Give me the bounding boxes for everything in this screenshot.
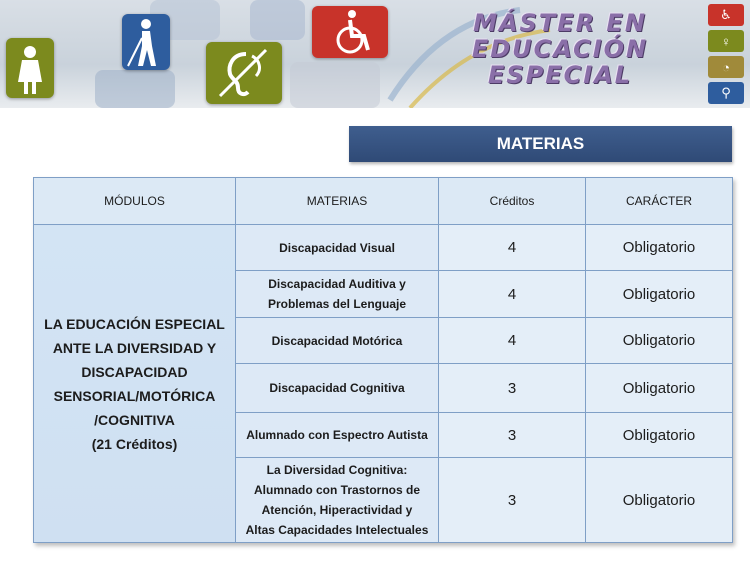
header-banner [0,0,750,108]
creditos-cell: 4 [439,271,586,318]
wheelchair-icon: ♿ [708,4,744,26]
module-line: DISCAPACIDAD [81,363,188,380]
caracter-cell: Obligatorio [586,271,733,318]
header-modulos: MÓDULOS [34,178,236,225]
caracter-cell: Obligatorio [586,364,733,413]
creditos-cell: 4 [439,318,586,364]
creditos-cell: 3 [439,413,586,458]
table-row [34,225,733,271]
banner-title-line1: MÁSTER EN [473,9,647,37]
materia-line: Altas Capacidades Intelectuales [245,523,429,537]
hearing-icon [206,42,282,104]
materia-line: La Diversidad Cognitiva: [266,463,408,477]
creditos-cell: 3 [439,364,586,413]
materia-line: Problemas del Lenguaje [267,297,407,311]
materia-cell [236,458,439,543]
banner-title-line2: EDUCACIÓN [471,35,649,63]
materia-line: Alumnado con Trastornos de [253,483,421,497]
module-line: LA EDUCACIÓN ESPECIAL [44,315,225,332]
subjects-table [33,177,733,543]
caracter-cell: Obligatorio [586,458,733,543]
materia-line: Discapacidad Visual [279,240,395,255]
creditos-cell: 3 [439,458,586,543]
materia-line: Alumnado con Espectro Autista [246,428,428,442]
banner-title [445,10,675,88]
materia-line: Discapacidad Motórica [271,333,403,348]
materia-line: Discapacidad Cognitiva [269,381,405,395]
blind-walker-icon [122,14,170,70]
materia-cell [236,318,439,364]
module-credits: (21 Créditos) [91,435,178,452]
section-header: MATERIAS [349,126,732,162]
module-cell [34,225,236,543]
materia-cell [236,364,439,413]
caracter-cell: Obligatorio [586,225,733,271]
woman-icon: ♀ [708,30,744,52]
header-caracter: CARÁCTER [586,178,733,225]
module-line: /COGNITIVA [94,411,175,428]
caracter-cell: Obligatorio [586,413,733,458]
materia-cell [236,271,439,318]
header-creditos: Créditos [439,178,586,225]
side-icon-strip [708,4,746,108]
banner-title-line3: ESPECIAL [487,61,633,89]
woman-icon [6,38,54,98]
creditos-cell: 4 [439,225,586,271]
module-line: ANTE LA DIVERSIDAD Y [52,339,217,356]
blind-walker-icon: ⚲ [708,82,744,104]
caracter-cell: Obligatorio [586,318,733,364]
header-materias: MATERIAS [236,178,439,225]
module-line: SENSORIAL/MOTÓRICA [53,387,216,404]
materia-line: Discapacidad Auditiva y [268,277,406,291]
materia-line: Atención, Hiperactividad y [261,503,413,517]
wheelchair-icon [312,6,388,58]
materia-cell [236,225,439,271]
table-header-row [34,178,733,225]
hearing-icon: ◔ [708,56,744,78]
materia-cell [236,413,439,458]
